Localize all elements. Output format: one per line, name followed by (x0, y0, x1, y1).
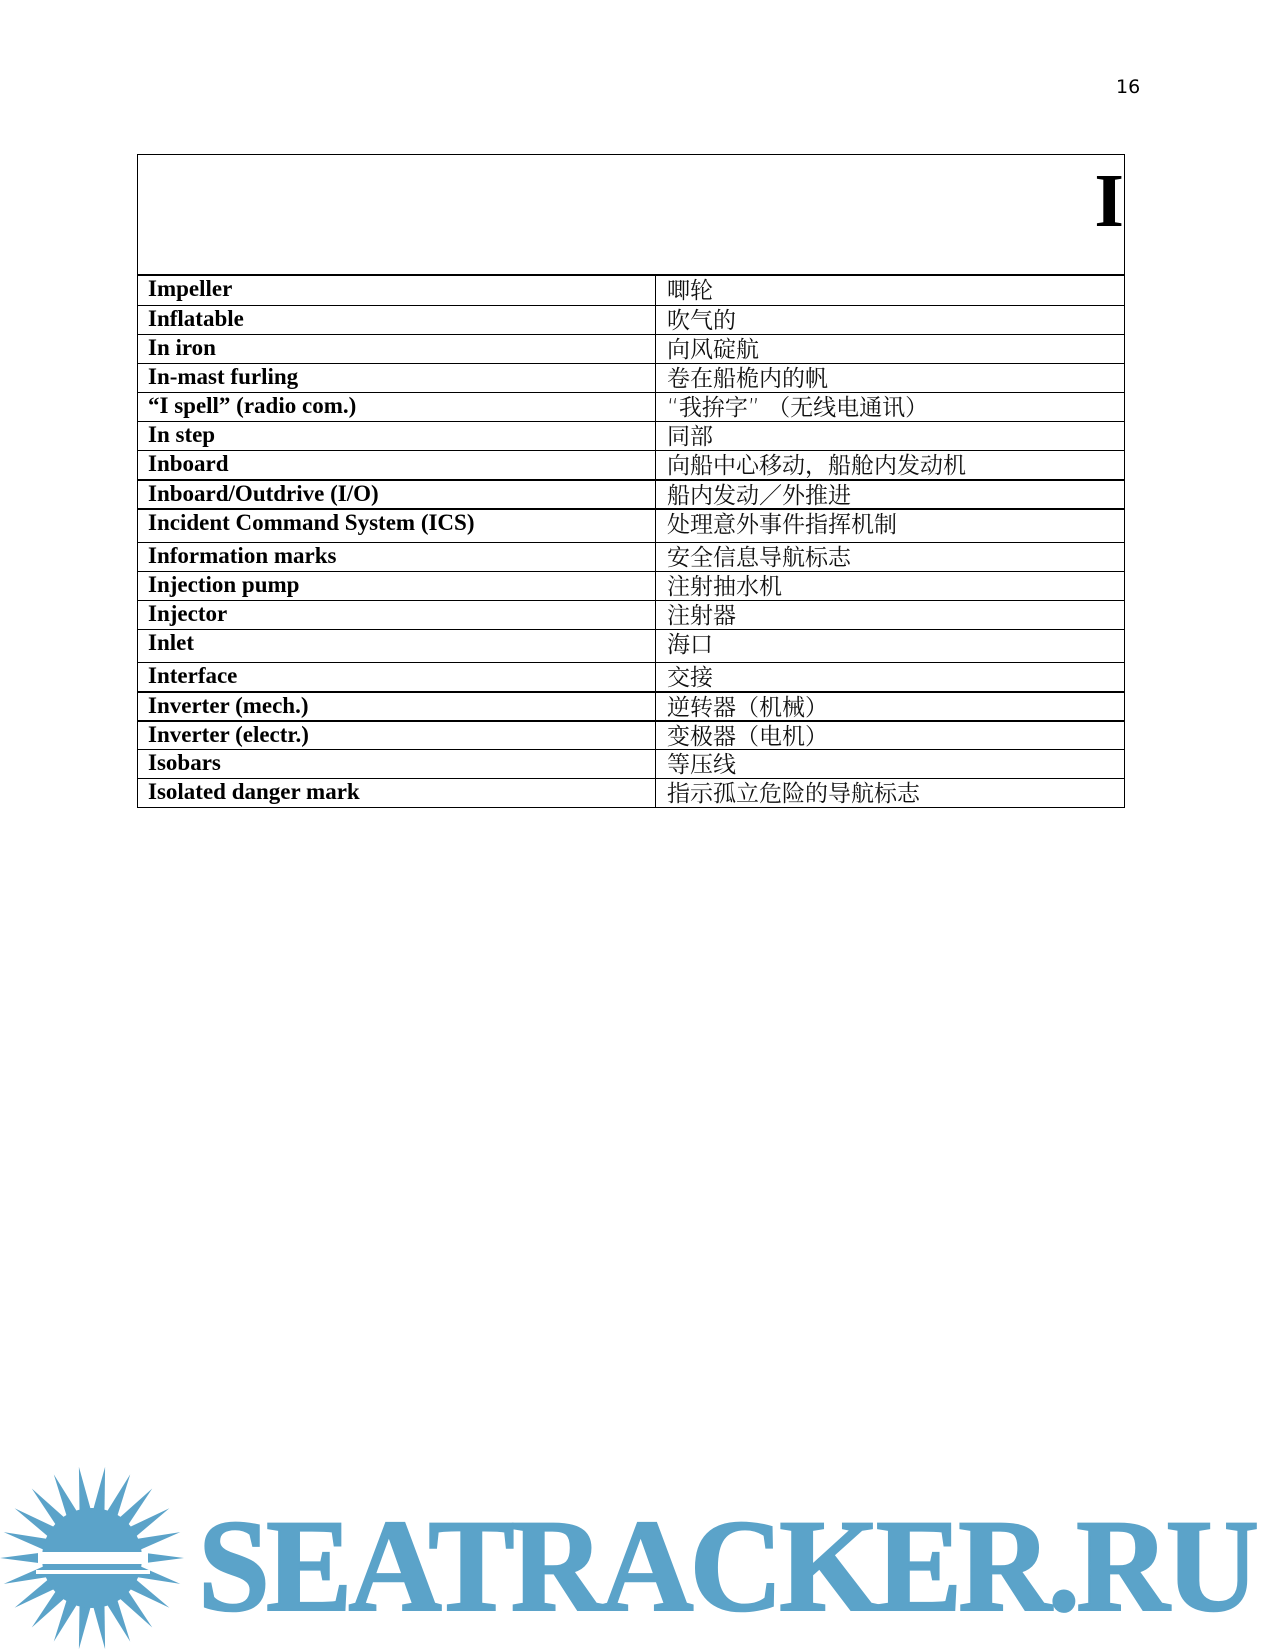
sun-icon (0, 1462, 190, 1650)
glossary-table (137, 154, 1125, 808)
watermark-text: SEATRACKER.RU (198, 1492, 1256, 1639)
glossary-translation: 交接 (667, 665, 713, 691)
glossary-term: In step (138, 422, 656, 450)
section-letter: I (1094, 159, 1124, 243)
glossary-term: Inboard (138, 451, 656, 479)
glossary-translation: 卷在船桅内的帆 (667, 366, 828, 392)
glossary-term: Isobars (138, 750, 656, 778)
glossary-translation: 变极器（电机） (667, 724, 828, 749)
glossary-term: Isolated danger mark (138, 779, 656, 807)
glossary-translation: 安全信息导航标志 (667, 545, 851, 571)
glossary-row (138, 421, 1124, 450)
glossary-term: Injection pump (138, 572, 656, 600)
glossary-term: Interface (138, 663, 656, 691)
glossary-row (138, 508, 1124, 542)
glossary-row (138, 691, 1124, 720)
glossary-translation: “我拚字” （无线电通讯） (667, 395, 929, 421)
glossary-translation: 指示孤立危险的导航标志 (667, 781, 920, 807)
glossary-term: Incident Command System (ICS) (138, 510, 656, 542)
glossary-translation: 海口 (667, 632, 713, 658)
glossary-translation: 逆转器（机械） (667, 695, 828, 720)
glossary-row (138, 542, 1124, 571)
glossary-term: Inverter (electr.) (138, 722, 656, 749)
glossary-translation: 等压线 (667, 752, 736, 778)
glossary-term: In-mast furling (138, 364, 656, 392)
glossary-term: In iron (138, 335, 656, 363)
glossary-term: Impeller (138, 276, 656, 305)
glossary-translation: 唧轮 (667, 278, 713, 304)
glossary-translation: 吹气的 (667, 308, 736, 334)
glossary-row (138, 276, 1124, 305)
glossary-translation: 注射抽水机 (667, 574, 782, 600)
glossary-translation: 向风碇航 (667, 337, 759, 363)
glossary-row (138, 392, 1124, 421)
glossary-rows (138, 276, 1124, 807)
glossary-row (138, 720, 1124, 749)
glossary-term: Inboard/Outdrive (I/O) (138, 481, 656, 508)
glossary-row (138, 479, 1124, 508)
glossary-translation: 同部 (667, 424, 713, 450)
glossary-translation: 船内发动／外推进 (667, 483, 851, 508)
glossary-row (138, 629, 1124, 662)
glossary-term: Information marks (138, 543, 656, 571)
glossary-row (138, 600, 1124, 629)
glossary-translation: 处理意外事件指挥机制 (667, 512, 897, 538)
glossary-row (138, 778, 1124, 807)
glossary-term: Injector (138, 601, 656, 629)
page-number: 16 (1116, 76, 1141, 98)
glossary-row (138, 749, 1124, 778)
glossary-translation: 向船中心移动，船舱内发动机 (667, 453, 966, 479)
glossary-row (138, 450, 1124, 479)
glossary-term: “I spell” (radio com.) (138, 393, 656, 421)
glossary-term: Inlet (138, 630, 656, 662)
glossary-translation: 注射器 (667, 603, 736, 629)
glossary-row (138, 334, 1124, 363)
glossary-row (138, 305, 1124, 334)
glossary-term: Inflatable (138, 306, 656, 334)
glossary-row (138, 662, 1124, 691)
glossary-row (138, 363, 1124, 392)
glossary-row (138, 571, 1124, 600)
section-header (138, 155, 1124, 276)
glossary-term: Inverter (mech.) (138, 693, 656, 720)
